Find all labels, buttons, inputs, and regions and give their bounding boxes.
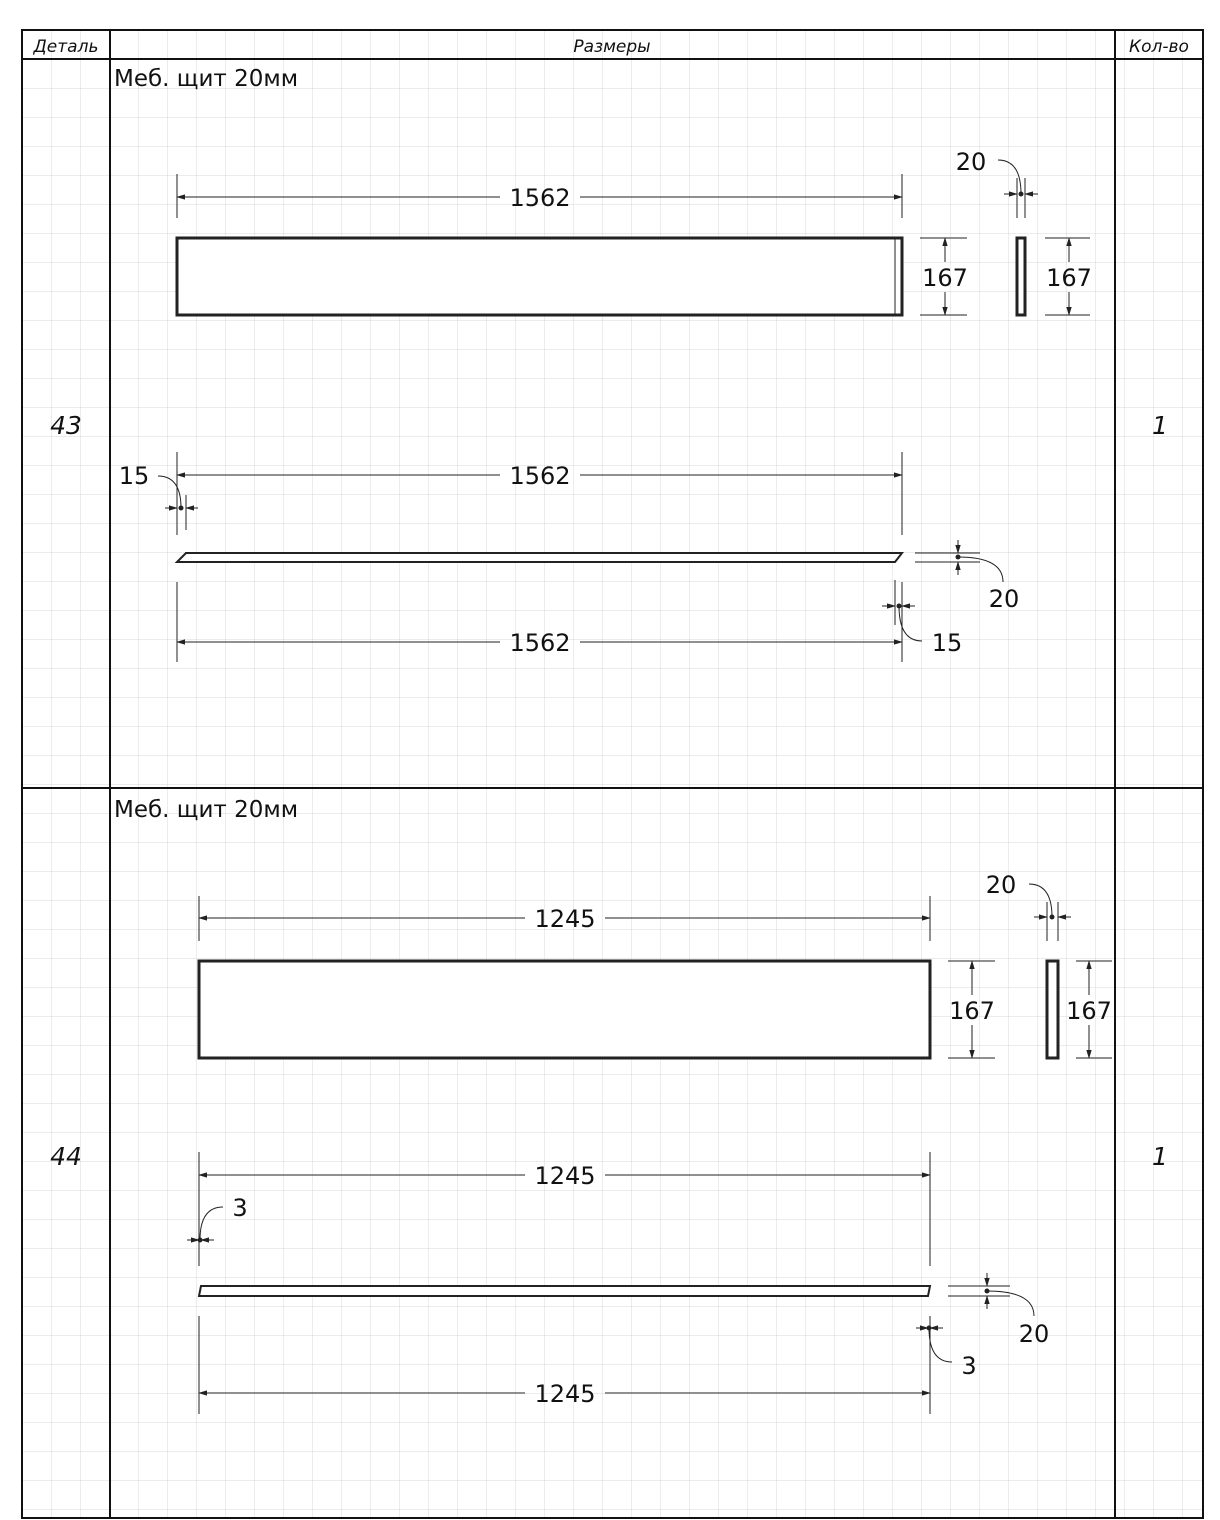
material-label: Меб. щит 20мм bbox=[114, 66, 299, 92]
dim-side-height: 167 bbox=[1066, 997, 1112, 1025]
dim-top-length: 1562 bbox=[509, 462, 571, 490]
dim-plan-thickness: 20 bbox=[988, 585, 1020, 613]
dim-bottom-length: 1562 bbox=[509, 629, 571, 657]
dim-front-height: 167 bbox=[922, 264, 968, 292]
header-part: Деталь bbox=[33, 37, 99, 57]
dim-side-thickness: 20 bbox=[985, 871, 1017, 899]
dim-front-length: 1245 bbox=[534, 905, 596, 933]
dim-right-offset: 3 bbox=[961, 1352, 977, 1380]
header-dimensions: Размеры bbox=[573, 37, 651, 57]
dim-side-thickness: 20 bbox=[955, 148, 987, 176]
material-label: Меб. щит 20мм bbox=[114, 797, 299, 823]
dim-left-offset: 15 bbox=[118, 462, 150, 490]
dim-side-height: 167 bbox=[1046, 264, 1092, 292]
dim-right-offset: 15 bbox=[931, 629, 963, 657]
dim-top-length: 1245 bbox=[534, 1162, 596, 1190]
dim-front-length: 1562 bbox=[509, 184, 571, 212]
header-quantity: Кол-во bbox=[1129, 37, 1189, 57]
part-number: 44 bbox=[50, 1142, 82, 1171]
part-number: 43 bbox=[50, 411, 82, 440]
quantity: 1 bbox=[1152, 411, 1168, 440]
dim-bottom-length: 1245 bbox=[534, 1380, 596, 1408]
quantity: 1 bbox=[1152, 1142, 1168, 1171]
dim-left-offset: 3 bbox=[232, 1194, 248, 1222]
dim-plan-thickness: 20 bbox=[1018, 1320, 1050, 1348]
dim-front-height: 167 bbox=[949, 997, 995, 1025]
